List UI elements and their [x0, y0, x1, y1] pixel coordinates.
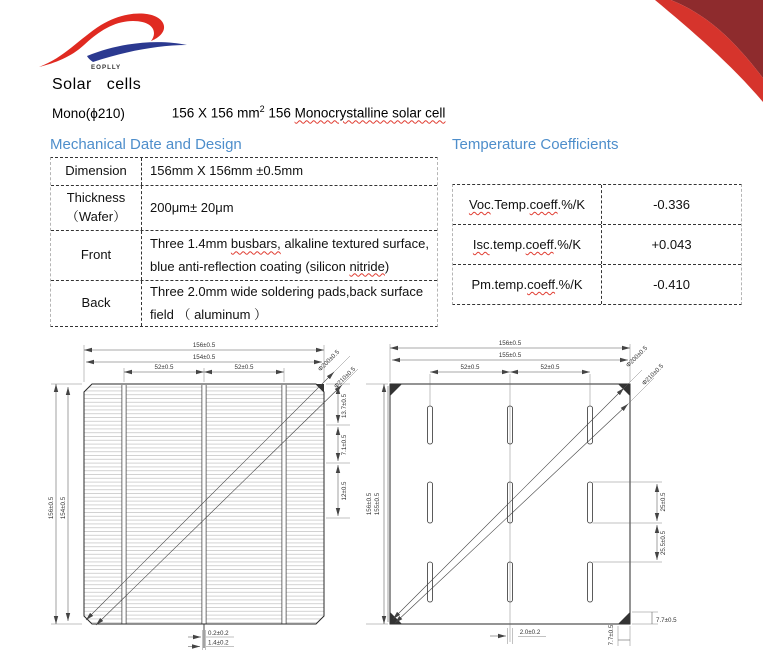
row-label: Voc.Temp.coeff.%/K — [453, 185, 602, 224]
row-value: 156mm X 156mm ±0.5mm — [150, 163, 304, 179]
logo-blue-swoosh-icon — [87, 42, 187, 62]
corner-decoration — [613, 0, 763, 115]
dim-label-busbar-fine: 0.2±0.2 — [208, 630, 229, 637]
dim-label-height-inner: 155±0.5 — [374, 492, 381, 516]
dim-label-pitch-right: 52±0.5 — [234, 364, 254, 371]
row-label — [51, 186, 142, 230]
front-view-drawing — [36, 332, 381, 657]
dim-label-diag-1: Φ200±0.5 — [316, 348, 342, 374]
temperature-table — [452, 184, 742, 305]
busbar — [122, 385, 127, 624]
table-row — [51, 186, 437, 231]
dim-label-diag-2: Φ210±0.5 — [640, 362, 666, 388]
logo-text: EOPLLY — [91, 64, 122, 71]
spec-superscript: 2 — [259, 104, 265, 114]
section-heading-temperature: Temperature Coefficients — [452, 136, 619, 153]
front-description: Three 1.4mm busbars, alkaline textured surface, blue anti-reflection coating (silicon nitride) — [150, 236, 429, 274]
row-label: Isc.temp.coeff.%/K — [453, 225, 602, 264]
product-subtitle — [52, 104, 445, 121]
mechanical-table — [50, 157, 438, 327]
dim-label-pitch-left: 52±0.5 — [460, 364, 480, 371]
row-value — [142, 231, 437, 280]
row-label: Front — [51, 231, 142, 280]
dim-label-pitch-right: 52±0.5 — [540, 364, 560, 371]
row-label: Pm.temp.coeff.%/K — [453, 265, 602, 304]
table-row — [51, 158, 437, 186]
dim-label-height-outer: 156±0.5 — [48, 496, 55, 520]
spec-text: 156 X 156 mm — [171, 105, 260, 121]
dim-label-chamfer-h: 7.7±0.5 — [656, 617, 677, 624]
spec-cell-type: Monocrystalline solar cell — [294, 105, 446, 121]
row-label: Dimension — [51, 158, 142, 185]
dim-label-height-inner: 154±0.5 — [60, 496, 67, 520]
row-value: -0.410 — [653, 277, 690, 292]
row-label: Back — [51, 281, 142, 326]
dim-label-right-1: 13.7±0.5 — [341, 393, 348, 419]
dim-label-chamfer-v: 7.7±0.5 — [608, 624, 615, 646]
table-row — [453, 225, 741, 265]
row-value: +0.043 — [651, 237, 692, 252]
row-value: Three 2.0mm wide soldering pads,back surface field （ aluminum ） — [150, 284, 424, 322]
dim-label-right-2: 7.1±0.5 — [341, 434, 348, 456]
dim-label-right-1: 25±0.5 — [660, 492, 667, 512]
table-row — [51, 281, 437, 326]
section-heading-mechanical: Mechanical Date and Design — [50, 136, 242, 153]
dim-label-width-outer: 156±0.5 — [192, 342, 216, 349]
dim-label-width-outer: 156±0.5 — [498, 340, 522, 347]
row-label-line1: Thickness — [66, 190, 126, 206]
dim-label-width-inner: 154±0.5 — [192, 354, 216, 361]
table-row — [453, 265, 741, 304]
dim-label-height-outer: 156±0.5 — [366, 492, 373, 516]
back-view-drawing — [362, 332, 742, 657]
page-title: Solar cells — [52, 76, 142, 93]
dim-label-busbar-width: 1.4±0.2 — [208, 639, 229, 647]
row-value: -0.336 — [653, 197, 690, 212]
dim-label-right-2: 25.5±0.5 — [660, 530, 667, 556]
row-label-line2: （Wafer） — [65, 209, 127, 224]
dim-label-pad-width: 2.0±0.2 — [519, 629, 541, 636]
table-row — [453, 185, 741, 225]
spec-mid: 156 — [264, 105, 295, 121]
dim-label-pitch-left: 52±0.5 — [154, 364, 174, 371]
dim-label-width-inner: 155±0.5 — [498, 352, 522, 359]
dim-label-diag-1: Φ200±0.5 — [624, 344, 650, 370]
model-name: Mono(ϕ210) — [52, 105, 125, 121]
dim-label-diag-2: Φ210±0.5 — [332, 365, 358, 391]
eoplly-logo — [35, 5, 195, 75]
table-row — [51, 231, 437, 281]
row-value: 200μm± 20μm — [150, 199, 234, 215]
dim-label-right-3: 12±0.5 — [341, 481, 348, 501]
